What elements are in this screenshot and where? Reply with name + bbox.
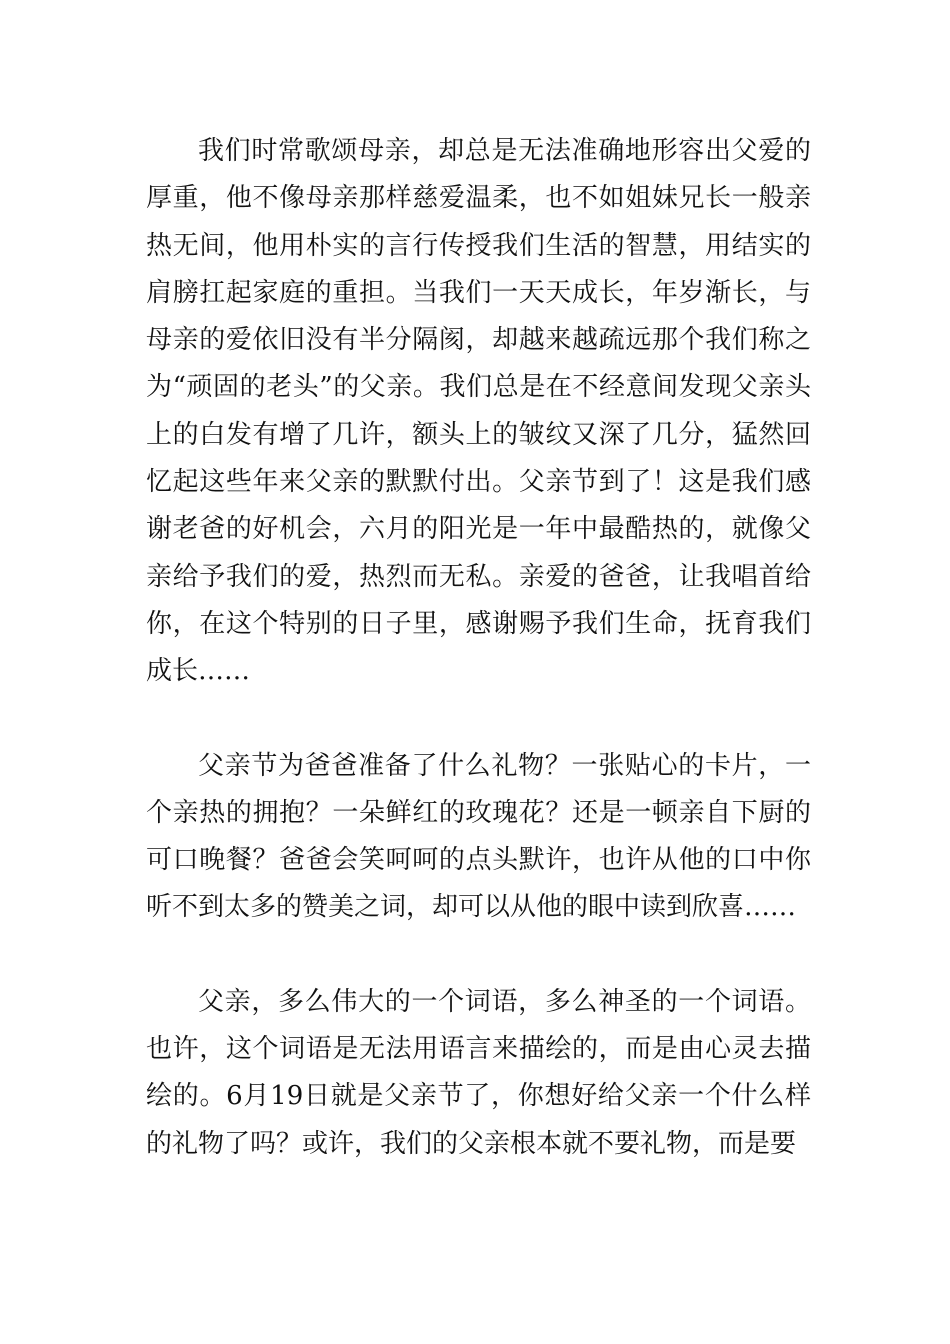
paragraph-1: 我们时常歌颂母亲，却总是无法准确地形容出父爱的厚重，他不像母亲那样慈爱温柔，也不如姐妹兄长一般亲热无间，他用朴实的言行传授我们生活的智慧，用结实的肩膀扛起家庭的重担。当我们一天天成长，年岁渐长，与母亲的爱依旧没有半分隔阂，却越来越疏远那个我们称之为“顽固的老头”的父亲。我们总是在不经意间发现父亲头上的白发有增了几许，额头上的皱纹又深了几分，猛然回忆起这些年来父亲的默默付出。父亲节到了！这是我们感谢老爸的好机会，六月的阳光是一年中最酷热的，就像父亲给予我们的爱，热烈而无私。亲爱的爸爸，让我唱首给你，在这个特别的日子里，感谢赐予我们生命，抚育我们成长……	[146, 136, 811, 687]
document-body	[146, 128, 811, 1168]
paragraph-3: 父亲，多么伟大的一个词语，多么神圣的一个词语。也许，这个词语是无法用语言来描绘的，而是由心灵去描绘的。6月19日就是父亲节了，你想好给父亲一个什么样的礼物了吗？或许，我们的父亲根本就不要礼物，而是要	[146, 986, 811, 1159]
paragraph-2: 父亲节为爸爸准备了什么礼物？一张贴心的卡片，一个亲热的拥抱？一朵鲜红的玫瑰花？还是一顿亲自下厨的可口晚餐？爸爸会笑呵呵的点头默许，也许从他的口中你听不到太多的赞美之词，却可以从他的眼中读到欣喜……	[146, 750, 811, 923]
